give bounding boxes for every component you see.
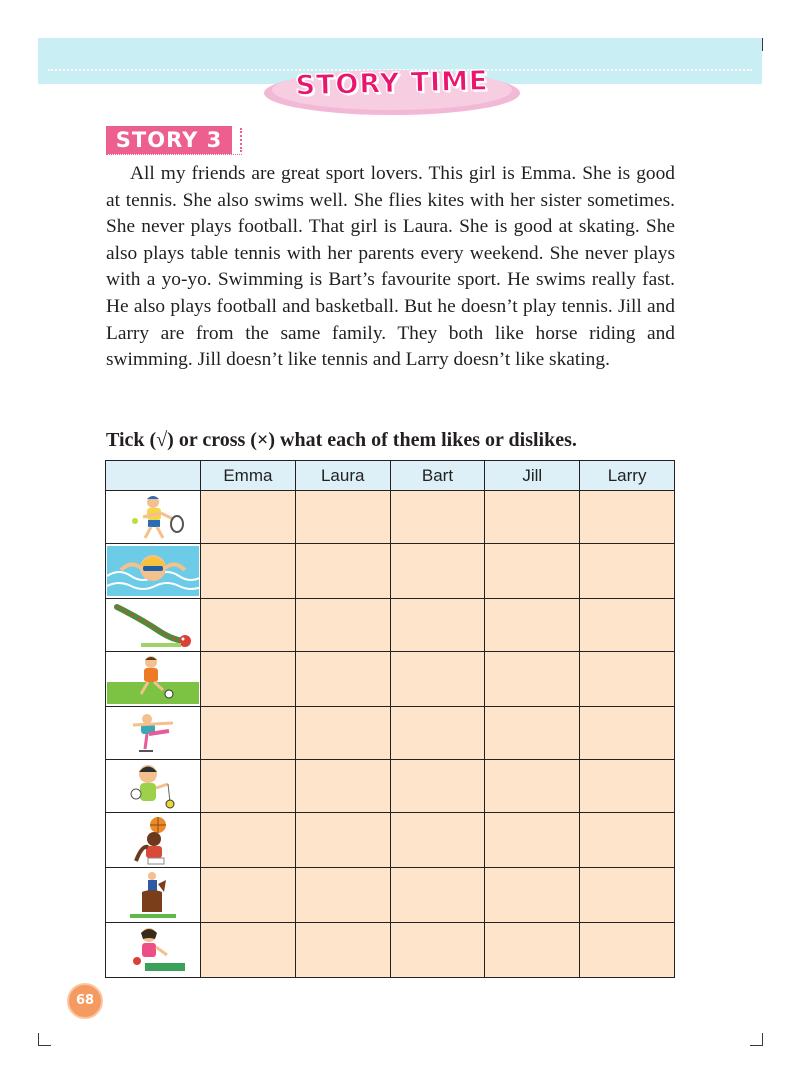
column-header-jill: Jill: [485, 461, 580, 491]
column-header-bart: Bart: [390, 461, 485, 491]
table-row: [106, 812, 675, 867]
row-picture: [106, 543, 201, 598]
row-picture: [106, 759, 201, 812]
answer-cell[interactable]: [485, 651, 580, 706]
answer-cell[interactable]: [295, 759, 390, 812]
answer-cell[interactable]: [390, 598, 485, 651]
answer-cell[interactable]: [390, 812, 485, 867]
answer-cell[interactable]: [390, 867, 485, 922]
story-label: STORY 3: [106, 126, 232, 154]
answer-cell[interactable]: [580, 543, 675, 598]
table-row: [106, 598, 675, 651]
story-paragraph: All my friends are great sport lovers. This girl is Emma. She is good at tennis. She also swims well. She flies kites with her sister sometimes. She never plays football. That girl is Laura. She is good at skating. She also plays table tennis with her parents every weekend. She never plays with a yo-yo. Swimming is Bart’s favourite sport. He swims really fast. He also plays football and basketball. But he doesn’t play tennis. Jill and Larry are from the same family. They both like horse riding and swimming. Jill doesn’t like tennis and Larry doesn’t like skating.: [106, 163, 675, 371]
answer-cell[interactable]: [390, 759, 485, 812]
answer-cell[interactable]: [295, 598, 390, 651]
page-title: STORY TIME: [295, 65, 489, 102]
answer-cell[interactable]: [390, 922, 485, 977]
answer-cell[interactable]: [201, 759, 296, 812]
answer-cell[interactable]: [295, 922, 390, 977]
row-picture: [106, 491, 201, 544]
table-row: [106, 706, 675, 759]
answer-cell[interactable]: [485, 598, 580, 651]
page-number: 68: [67, 983, 103, 1019]
answer-cell[interactable]: [485, 706, 580, 759]
answer-cell[interactable]: [295, 651, 390, 706]
answer-cell[interactable]: [580, 491, 675, 544]
table-row: [106, 491, 675, 544]
answer-cell[interactable]: [295, 812, 390, 867]
answer-cell[interactable]: [201, 651, 296, 706]
answer-cell[interactable]: [580, 651, 675, 706]
answer-cell[interactable]: [580, 759, 675, 812]
answer-cell[interactable]: [295, 867, 390, 922]
crop-mark-bottom-left: [38, 1033, 51, 1046]
row-picture: [106, 812, 201, 867]
answer-cell[interactable]: [201, 867, 296, 922]
answer-cell[interactable]: [485, 922, 580, 977]
answer-cell[interactable]: [390, 706, 485, 759]
story-underline: [106, 154, 242, 155]
skater-icon: [113, 709, 193, 757]
answer-cell[interactable]: [485, 867, 580, 922]
answer-cell[interactable]: [390, 491, 485, 544]
swimmer-icon: [107, 546, 199, 596]
answer-cell[interactable]: [485, 491, 580, 544]
table-tennis-girl-icon: [115, 925, 191, 975]
crop-mark-bottom-right: [750, 1033, 763, 1046]
answer-cell[interactable]: [201, 543, 296, 598]
answer-cell[interactable]: [201, 598, 296, 651]
tennis-player-icon: [113, 493, 193, 541]
table-row: [106, 651, 675, 706]
answer-cell[interactable]: [580, 812, 675, 867]
story-label-box: [106, 126, 244, 156]
column-header-laura: Laura: [295, 461, 390, 491]
column-header-larry: Larry: [580, 461, 675, 491]
column-header-emma: Emma: [201, 461, 296, 491]
answer-cell[interactable]: [295, 706, 390, 759]
table-header-row: [106, 461, 675, 491]
table-row: [106, 543, 675, 598]
answer-cell[interactable]: [580, 867, 675, 922]
answer-cell[interactable]: [201, 491, 296, 544]
table-row: [106, 922, 675, 977]
basketball-player-icon: [118, 815, 188, 865]
answer-cell[interactable]: [485, 812, 580, 867]
horse-rider-icon: [118, 870, 188, 920]
answer-cell[interactable]: [485, 759, 580, 812]
exercise-instruction: Tick (√) or cross (×) what each of them likes or dislikes.: [106, 429, 577, 451]
answer-cell[interactable]: [580, 922, 675, 977]
row-picture: [106, 922, 201, 977]
answer-cell[interactable]: [201, 706, 296, 759]
kite-icon: [111, 601, 195, 649]
row-picture: [106, 598, 201, 651]
answer-cell[interactable]: [580, 706, 675, 759]
answer-cell[interactable]: [295, 491, 390, 544]
answer-cell[interactable]: [201, 812, 296, 867]
answer-cell[interactable]: [580, 598, 675, 651]
tick-cross-table: [105, 460, 675, 978]
answer-cell[interactable]: [390, 543, 485, 598]
answer-cell[interactable]: [201, 922, 296, 977]
row-picture: [106, 651, 201, 706]
yoyo-boy-icon: [118, 762, 188, 810]
header-corner: [106, 461, 201, 491]
table-row: [106, 759, 675, 812]
answer-cell[interactable]: [485, 543, 580, 598]
football-player-icon: [107, 654, 199, 704]
row-picture: [106, 867, 201, 922]
answer-cell[interactable]: [390, 651, 485, 706]
table-row: [106, 867, 675, 922]
row-picture: [106, 706, 201, 759]
story-label-dots: [232, 128, 242, 152]
answer-cell[interactable]: [295, 543, 390, 598]
